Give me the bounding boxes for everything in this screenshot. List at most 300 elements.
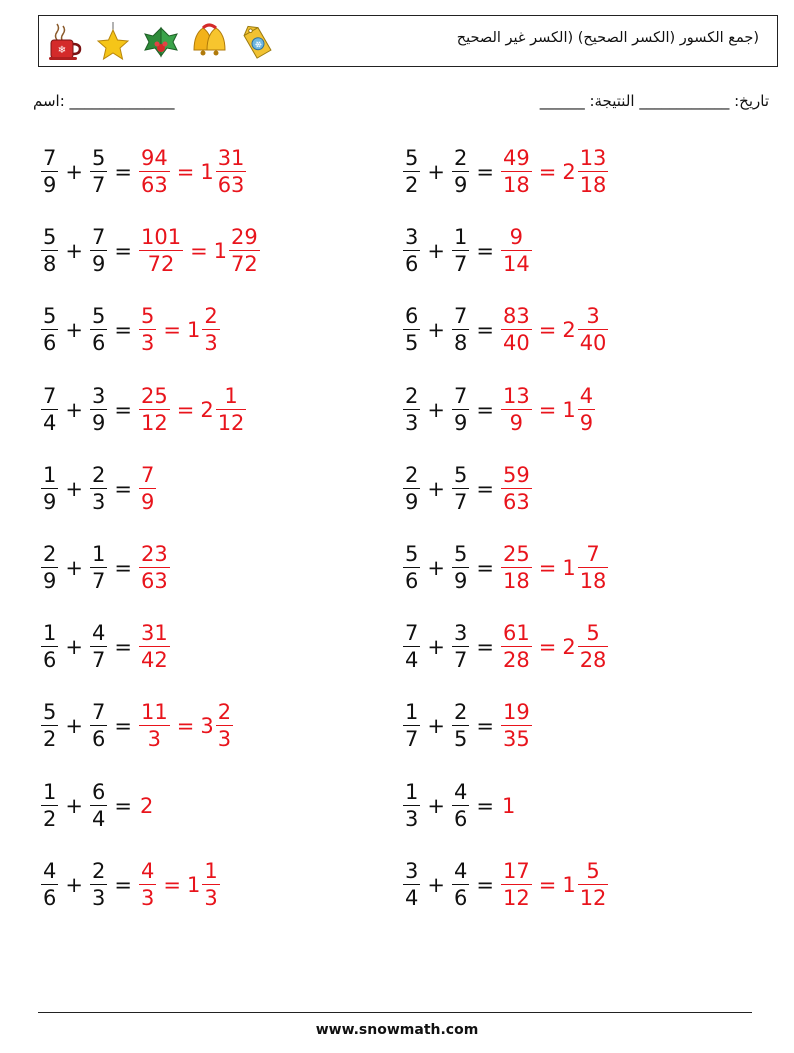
- mixed-whole-part: 3: [200, 714, 214, 739]
- fraction: [501, 623, 532, 671]
- denominator: 3: [405, 806, 419, 831]
- denominator: 9: [43, 489, 57, 514]
- fraction: [41, 306, 58, 354]
- fraction: [90, 544, 107, 592]
- fraction: [452, 623, 469, 671]
- fraction: [139, 462, 156, 514]
- fraction: [501, 148, 532, 196]
- denominator: 28: [502, 648, 530, 673]
- footer-website: www.snowmath.com: [315, 1022, 479, 1038]
- fraction: [41, 544, 58, 592]
- numerator: 5: [43, 225, 57, 250]
- denominator: 7: [453, 489, 468, 514]
- denominator: 5: [453, 727, 468, 752]
- problem-item: [402, 617, 609, 677]
- equals-sign: =: [114, 318, 132, 343]
- fraction: [41, 702, 58, 750]
- denominator: 63: [502, 489, 530, 514]
- equals-sign: =: [114, 793, 132, 818]
- plus-sign: +: [65, 239, 83, 264]
- fraction: [452, 544, 469, 592]
- numerator: 7: [453, 304, 468, 329]
- plus-sign: +: [427, 239, 445, 264]
- numerator: 7: [453, 383, 468, 408]
- numerator: 29: [231, 225, 258, 250]
- numerator: 7: [43, 146, 57, 170]
- numerator: 13: [502, 383, 530, 408]
- numerator: 19: [502, 700, 530, 725]
- numerator: 13: [579, 146, 607, 170]
- denominator: 9: [453, 173, 468, 197]
- numerator: 31: [140, 621, 168, 646]
- fraction: [578, 148, 609, 196]
- date-score-field: ______ :تاريخ: ____________ النتيجة: [539, 92, 769, 110]
- denominator: 3: [204, 331, 218, 356]
- fraction: [578, 623, 609, 671]
- denominator: 2: [43, 806, 57, 831]
- worksheet-header: [38, 15, 778, 67]
- denominator: 6: [43, 885, 57, 910]
- problem-item: [40, 776, 153, 836]
- denominator: 2: [405, 173, 419, 197]
- plus-sign: +: [65, 635, 83, 660]
- plus-sign: +: [65, 872, 83, 897]
- numerator: 2: [405, 383, 419, 408]
- denominator: 6: [405, 252, 419, 277]
- problem-item: [402, 300, 609, 360]
- plus-sign: +: [65, 793, 83, 818]
- equals-sign: =: [476, 160, 494, 184]
- denominator: 3: [204, 885, 218, 910]
- denominator: 3: [405, 410, 419, 435]
- equals-sign: =: [114, 635, 132, 660]
- numerator: 5: [586, 858, 600, 883]
- plus-sign: +: [65, 476, 83, 501]
- equals-sign: =: [538, 635, 557, 660]
- fraction: [139, 702, 170, 750]
- equals-sign: =: [163, 318, 181, 343]
- numerator: 17: [502, 858, 530, 883]
- equals-sign: =: [114, 714, 132, 739]
- fraction: [216, 383, 247, 435]
- fraction: [403, 544, 420, 592]
- fraction: [90, 779, 107, 831]
- equals-sign: =: [114, 872, 132, 897]
- plus-sign: +: [427, 318, 445, 343]
- fraction: [139, 148, 170, 196]
- denominator: 40: [579, 331, 607, 356]
- denominator: 42: [140, 648, 168, 673]
- numerator: 7: [91, 225, 106, 250]
- numerator: 2: [204, 304, 218, 329]
- fraction: [501, 702, 532, 750]
- numerator: 5: [586, 621, 600, 646]
- numerator: 1: [204, 858, 218, 883]
- problem-item: [40, 538, 171, 598]
- denominator: 6: [453, 806, 468, 831]
- denominator: 18: [502, 173, 530, 197]
- answer-whole: 1: [501, 793, 516, 818]
- numerator: 1: [453, 225, 468, 250]
- numerator: 1: [405, 700, 419, 725]
- problem-item: [402, 221, 533, 281]
- name-field: اسم: ______________: [33, 92, 175, 110]
- fraction: [578, 383, 595, 435]
- numerator: 83: [502, 304, 530, 329]
- denominator: 3: [217, 727, 232, 752]
- fraction: [452, 306, 469, 354]
- mixed-whole-part: 2: [562, 635, 576, 660]
- equals-sign: =: [476, 714, 494, 739]
- fraction: [90, 306, 107, 354]
- numerator: 11: [140, 700, 168, 725]
- mixed-whole-part: 1: [562, 556, 576, 580]
- fraction: [216, 148, 247, 196]
- answer-whole: 2: [139, 793, 154, 818]
- fraction: [578, 544, 609, 592]
- equals-sign: =: [538, 397, 557, 422]
- equals-sign: =: [176, 397, 195, 422]
- denominator: 14: [502, 252, 530, 277]
- fraction: [578, 306, 609, 354]
- equals-sign: =: [538, 556, 557, 580]
- fraction: [139, 544, 170, 592]
- numerator: 31: [217, 146, 245, 170]
- equals-sign: =: [476, 239, 494, 264]
- denominator: 3: [91, 885, 106, 910]
- footer-divider: [38, 1012, 752, 1013]
- fraction: [452, 858, 469, 910]
- denominator: 9: [91, 252, 106, 277]
- fraction: [139, 623, 170, 671]
- problem-item: [40, 380, 247, 440]
- fraction: [403, 383, 420, 435]
- denominator: 4: [405, 885, 419, 910]
- plus-sign: +: [65, 397, 83, 422]
- fraction: [501, 462, 532, 514]
- numerator: 2: [453, 700, 468, 725]
- equals-sign: =: [114, 239, 132, 264]
- equals-sign: =: [114, 476, 132, 501]
- denominator: 6: [91, 331, 106, 356]
- mixed-whole-part: 2: [562, 160, 576, 184]
- equals-sign: =: [114, 397, 132, 422]
- fraction: [139, 306, 156, 354]
- equals-sign: =: [176, 160, 195, 184]
- numerator: 1: [91, 542, 106, 566]
- fraction: [403, 858, 420, 910]
- numerator: 2: [91, 462, 106, 487]
- christmas-bells-icon: [189, 20, 229, 64]
- denominator: 9: [91, 410, 106, 435]
- equals-sign: =: [476, 872, 494, 897]
- denominator: 40: [502, 331, 530, 356]
- numerator: 3: [586, 304, 600, 329]
- numerator: 2: [405, 462, 419, 487]
- numerator: 4: [140, 858, 155, 883]
- denominator: 7: [453, 252, 468, 277]
- fraction: [90, 148, 107, 196]
- fraction: [452, 462, 469, 514]
- fraction: [501, 306, 532, 354]
- plus-sign: +: [65, 160, 83, 184]
- plus-sign: +: [427, 476, 445, 501]
- denominator: 63: [140, 569, 168, 593]
- fraction: [41, 858, 58, 910]
- denominator: 72: [231, 252, 258, 277]
- denominator: 9: [140, 489, 155, 514]
- fraction: [501, 227, 532, 275]
- equals-sign: =: [538, 318, 557, 343]
- denominator: 7: [453, 648, 468, 673]
- denominator: 3: [91, 489, 106, 514]
- fraction: [452, 383, 469, 435]
- denominator: 3: [140, 885, 155, 910]
- denominator: 63: [217, 173, 245, 197]
- fraction: [90, 858, 107, 910]
- fraction: [578, 858, 609, 910]
- denominator: 4: [91, 806, 106, 831]
- denominator: 18: [502, 569, 530, 593]
- fraction: [41, 148, 58, 196]
- gift-tag-icon: [237, 20, 277, 64]
- svg-text:❄: ❄: [57, 45, 67, 56]
- denominator: 9: [509, 410, 524, 435]
- fraction: [202, 306, 219, 354]
- numerator: 3: [453, 621, 468, 646]
- denominator: 12: [217, 410, 245, 435]
- denominator: 6: [453, 885, 468, 910]
- equals-sign: =: [476, 556, 494, 580]
- denominator: 7: [91, 569, 106, 593]
- numerator: 1: [224, 383, 238, 408]
- plus-sign: +: [65, 714, 83, 739]
- denominator: 9: [405, 489, 419, 514]
- numerator: 5: [405, 542, 419, 566]
- problem-item: [402, 855, 609, 915]
- numerator: 5: [43, 304, 57, 329]
- numerator: 101: [140, 225, 182, 250]
- plus-sign: +: [427, 635, 445, 660]
- mixed-whole-part: 1: [562, 872, 576, 897]
- numerator: 94: [140, 146, 168, 170]
- fraction: [41, 779, 58, 831]
- problem-item: [40, 459, 157, 519]
- numerator: 6: [405, 304, 419, 329]
- problem-item: [40, 617, 171, 677]
- numerator: 3: [91, 383, 106, 408]
- denominator: 9: [453, 410, 468, 435]
- equals-sign: =: [190, 239, 208, 264]
- denominator: 8: [453, 331, 468, 356]
- equals-sign: =: [476, 476, 494, 501]
- fraction: [41, 227, 58, 275]
- equals-sign: =: [176, 714, 195, 739]
- numerator: 2: [453, 146, 468, 170]
- mixed-whole-part: 1: [186, 318, 201, 343]
- numerator: 61: [502, 621, 530, 646]
- numerator: 5: [91, 146, 106, 170]
- numerator: 5: [453, 462, 468, 487]
- denominator: 35: [502, 727, 530, 752]
- equals-sign: =: [538, 160, 557, 184]
- denominator: 28: [579, 648, 607, 673]
- numerator: 25: [502, 542, 530, 566]
- plus-sign: +: [65, 318, 83, 343]
- numerator: 25: [140, 383, 168, 408]
- numerator: 7: [43, 383, 57, 408]
- denominator: 9: [43, 173, 57, 197]
- fraction: [501, 544, 532, 592]
- numerator: 6: [91, 779, 106, 804]
- fraction: [403, 462, 420, 514]
- denominator: 4: [405, 648, 419, 673]
- mixed-whole-part: 1: [186, 872, 201, 897]
- denominator: 18: [579, 569, 607, 593]
- fraction: [452, 148, 469, 196]
- numerator: 49: [502, 146, 530, 170]
- fraction: [403, 148, 420, 196]
- denominator: 9: [43, 569, 57, 593]
- fraction: [139, 858, 156, 910]
- denominator: 2: [43, 727, 57, 752]
- numerator: 1: [43, 462, 57, 487]
- numerator: 5: [453, 542, 468, 566]
- equals-sign: =: [476, 635, 494, 660]
- numerator: 1: [43, 779, 57, 804]
- problem-item: [40, 300, 221, 360]
- denominator: 4: [43, 410, 57, 435]
- mixed-whole-part: 1: [213, 239, 228, 264]
- numerator: 7: [405, 621, 419, 646]
- denominator: 12: [579, 885, 607, 910]
- fraction: [90, 227, 107, 275]
- fraction: [139, 383, 170, 435]
- denominator: 9: [579, 410, 594, 435]
- problem-item: [40, 696, 234, 756]
- plus-sign: +: [427, 793, 445, 818]
- numerator: 1: [43, 621, 57, 646]
- denominator: 12: [140, 410, 168, 435]
- denominator: 7: [405, 727, 419, 752]
- equals-sign: =: [538, 872, 557, 897]
- star-icon: [93, 20, 133, 64]
- denominator: 12: [502, 885, 530, 910]
- problem-item: [402, 142, 609, 202]
- fraction: [403, 306, 420, 354]
- problem-item: [402, 538, 609, 598]
- fraction: [216, 702, 233, 750]
- fraction: [41, 623, 58, 671]
- fraction: [139, 227, 183, 275]
- denominator: 6: [405, 569, 419, 593]
- numerator: 59: [502, 462, 530, 487]
- fraction: [501, 858, 532, 910]
- denominator: 7: [91, 648, 106, 673]
- denominator: 3: [140, 331, 155, 356]
- denominator: 8: [43, 252, 57, 277]
- denominator: 9: [453, 569, 468, 593]
- numerator: 5: [91, 304, 106, 329]
- mixed-whole-part: 2: [200, 397, 214, 422]
- numerator: 1: [405, 779, 419, 804]
- problem-item: [402, 776, 515, 836]
- denominator: 3: [147, 727, 162, 752]
- numerator: 5: [140, 304, 155, 329]
- fraction: [229, 227, 260, 275]
- fraction: [90, 623, 107, 671]
- mixed-whole-part: 1: [200, 160, 214, 184]
- numerator: 7: [91, 700, 106, 725]
- denominator: 18: [579, 173, 607, 197]
- plus-sign: +: [427, 160, 445, 184]
- mixed-whole-part: 2: [562, 318, 576, 343]
- fraction: [202, 858, 219, 910]
- equals-sign: =: [114, 556, 132, 580]
- svg-text:❄: ❄: [253, 39, 265, 52]
- numerator: 7: [140, 462, 155, 487]
- worksheet-title: (جمع الكسور (الكسر الصحيح) (الكسر غير الصحيح: [456, 30, 759, 46]
- fraction: [452, 779, 469, 831]
- problem-item: [402, 696, 533, 756]
- numerator: 3: [405, 225, 419, 250]
- plus-sign: +: [427, 714, 445, 739]
- numerator: 7: [586, 542, 600, 566]
- problem-item: [40, 221, 261, 281]
- denominator: 6: [43, 648, 57, 673]
- numerator: 23: [140, 542, 168, 566]
- numerator: 2: [217, 700, 232, 725]
- problem-item: [40, 855, 221, 915]
- denominator: 63: [140, 173, 168, 197]
- denominator: 7: [91, 173, 106, 197]
- denominator: 5: [405, 331, 419, 356]
- denominator: 72: [147, 252, 175, 277]
- fraction: [403, 702, 420, 750]
- fraction: [41, 462, 58, 514]
- numerator: 2: [43, 542, 57, 566]
- fraction: [403, 779, 420, 831]
- equals-sign: =: [114, 160, 132, 184]
- numerator: 4: [43, 858, 57, 883]
- numerator: 3: [405, 858, 419, 883]
- denominator: 6: [43, 331, 57, 356]
- numerator: 2: [91, 858, 106, 883]
- problem-item: [40, 142, 247, 202]
- equals-sign: =: [476, 793, 494, 818]
- plus-sign: +: [427, 397, 445, 422]
- equals-sign: =: [476, 318, 494, 343]
- plus-sign: +: [427, 872, 445, 897]
- numerator: 4: [579, 383, 594, 408]
- fraction: [90, 383, 107, 435]
- fraction: [403, 623, 420, 671]
- fraction: [452, 702, 469, 750]
- holly-icon: [141, 20, 181, 64]
- fraction: [501, 383, 532, 435]
- numerator: 5: [43, 700, 57, 725]
- hot-drink-mug-icon: [45, 20, 85, 64]
- fraction: [403, 227, 420, 275]
- fraction: [41, 383, 58, 435]
- equals-sign: =: [163, 872, 181, 897]
- fraction: [90, 462, 107, 514]
- numerator: 5: [405, 146, 419, 170]
- plus-sign: +: [427, 556, 445, 580]
- denominator: 6: [91, 727, 106, 752]
- numerator: 4: [91, 621, 106, 646]
- equals-sign: =: [476, 397, 494, 422]
